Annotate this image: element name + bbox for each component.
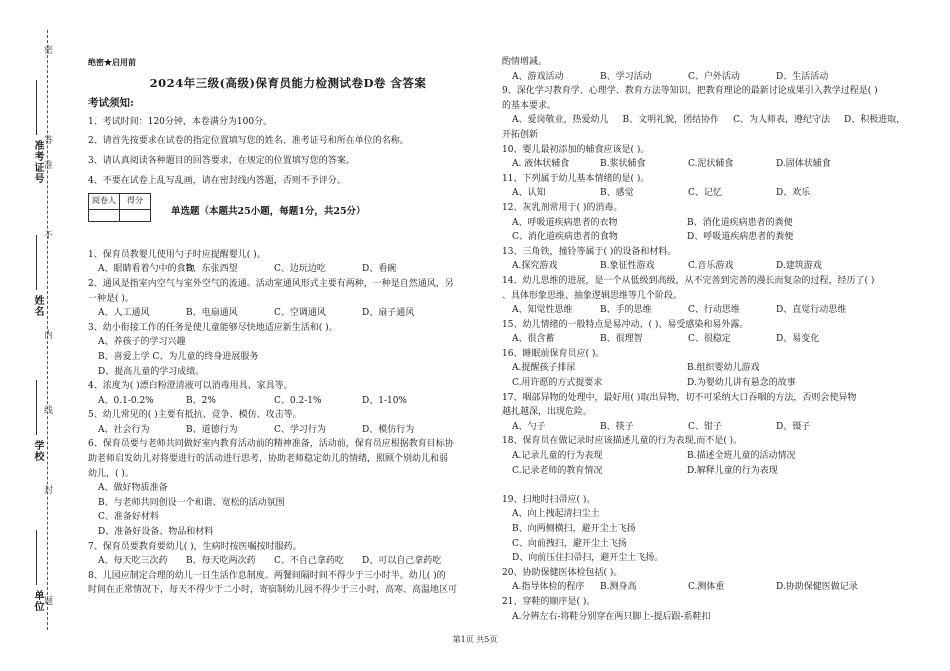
answer-option[interactable]: A、人工通风 [98,308,150,319]
question-stem: 13、三角铁，撞铃等属于( )的设备和材料。 [502,246,677,257]
answer-option[interactable]: C、钳子 [688,421,722,432]
name-label: 姓名 [32,295,43,317]
answer-option[interactable]: B、很理智 [600,334,643,345]
answer-option[interactable]: A.探究游戏 [512,261,558,272]
question-stem: 17、咽部异物的处理中，最好用( )取出异物，切不可采纳大口吞咽的方法，否则会使异物 [502,392,857,403]
answer-option[interactable]: C、户外活动 [688,71,740,82]
notice-title: 考试须知: [88,97,134,110]
score-table [88,193,151,222]
question-stem: 14、幼儿思维的进展，是一个从低级到高级，从不完善到完善的漫长而复杂的过程，经历了( ) [502,275,875,286]
notice-rule: 1、考试时间：120分钟，本卷满分为100分。 [88,116,273,127]
question-stem: 21、穿鞋的顺序是( )。 [502,596,596,607]
question [502,55,902,84]
answer-option[interactable]: A、社会行为 [98,424,150,435]
answer-option[interactable]: D、可以自己拿药吃 [362,556,442,567]
answer-option[interactable]: B、喜爱上学 C、为儿童的终身进展服务 [98,351,259,362]
answer-option[interactable]: C、0.2-1% [274,395,322,406]
answer-option[interactable]: B、学习活动 [600,71,652,82]
question [502,478,902,566]
question-stem: 4、浓度为( )漂白粉澄清液可以消毒用具、家具等。 [88,381,293,392]
answer-option[interactable]: A.分辨左右-将鞋分别穿在两只脚上-提后跟-系鞋扣 [512,611,711,622]
score-header: 得分 [120,194,151,210]
question-stem: 9、深化学习教育学、心理学、教育方法等知识，把教育理论的最新讨论成果引入教学过程是( ) [502,86,878,97]
answer-option[interactable]: D.建筑游戏 [776,261,822,272]
question [502,172,902,201]
question-stem: 的基本要求。 [502,100,557,111]
question [502,201,902,245]
left-question-list [88,248,488,598]
page-footer: 第1页 共5页 [452,635,498,644]
answer-option[interactable]: D、呼吸道疾病患者的粪便 [687,232,794,243]
question [88,408,488,437]
answer-option[interactable]: B、筷子 [600,421,634,432]
answer-option[interactable]: C、空调通风 [274,308,326,319]
seal-mark: 不 [42,230,52,239]
question-stem: 20、协助保健医体检包括( )。 [502,567,623,578]
question-stem: 15、幼儿情绪的一般特点是易冲动、( )、易受感染和易外露。 [502,319,749,330]
answer-option[interactable]: A、0.1-0.2% [98,395,154,406]
answer-option[interactable]: C、不自己拿药吃 [274,556,344,567]
answer-option[interactable]: C.测体重 [688,582,725,593]
answer-option[interactable]: D、积极进取， [844,115,906,126]
answer-option[interactable]: A、做好物质准备 [98,483,168,494]
question [502,434,902,478]
answer-option[interactable]: C.记录老师的教育情况 [512,465,603,476]
question-stem: 6、保育员要与老师共同做好室内教育活动前的精神准备，活动前，保育员应根据教育目标协 [88,439,454,450]
answer-option[interactable]: C、消化道疾病患者的食物 [512,232,618,243]
answer-option[interactable]: C、行动思维 [688,305,740,316]
answer-option[interactable]: A.提醒孩子排尿 [512,363,576,374]
answer-option[interactable]: B.组织婴幼儿游戏 [687,363,760,374]
left-column [88,55,488,598]
answer-option[interactable]: C、学习行为 [274,424,326,435]
question [88,540,488,569]
question [502,245,902,274]
answer-option[interactable]: B、电扇通风 [186,308,238,319]
question [502,143,902,172]
question [502,347,902,391]
exam-number-label: 准考证号 [32,140,43,184]
question-stem [502,478,902,493]
answer-option[interactable]: D.解释儿童的行为表现 [687,465,778,476]
seal-mark: 答 [42,135,52,144]
answer-option[interactable]: B.描述全班儿童的活动情况 [687,451,796,462]
question [88,379,488,408]
answer-option[interactable]: C、准备好材料 [98,512,159,523]
answer-option[interactable]: D、准备好设备、物品和材料 [98,527,214,538]
question [502,318,902,347]
answer-option[interactable]: B、消化道疾病患者的粪便 [687,217,793,228]
answer-option[interactable]: A、眼睛看着勺中的食物 [98,264,195,275]
answer-option[interactable]: A、很含蓄 [512,334,555,345]
seal-mark: 封 [42,485,52,494]
answer-option[interactable]: A.记录儿童的行为表现 [512,451,603,462]
answer-option[interactable]: B、东张西望 [186,264,238,275]
answer-option[interactable]: A、养孩子的学习兴趣 [98,337,186,348]
seal-mark: 线 [42,405,52,414]
answer-option[interactable]: B、2% [186,395,216,406]
answer-option[interactable]: D、欢乐 [776,188,811,199]
answer-option[interactable]: C.泥状辅食 [688,159,734,170]
answer-option[interactable]: A.指导体检的程序 [512,582,585,593]
question-stem: 19、扫地时扫帚应( )。 [502,494,596,505]
unit-field[interactable] [36,530,37,585]
section-title: 单选题（本题共25小题，每题1分，共25分） [171,206,366,218]
secret-mark: 绝密★启用前 [88,57,136,67]
answer-option[interactable]: B.象征性游戏 [600,261,655,272]
question [502,274,902,318]
question-stem: 8、儿园应制定合理的幼儿一日生活作息制度。两餐间隔时间不得少于三小时半。幼儿( )的 [88,570,446,581]
answer-option[interactable]: B、与老师共同创设一个和谐、宽松的活动氛围 [98,497,285,508]
seal-mark: 题 [42,596,52,605]
question-stem: 16、睡眠前保育员应( )。 [502,348,605,359]
question-stem: 10、婴儿最初添加的辅食应该是( )。 [502,144,650,155]
question-stem: 18、保育员在做记录时应该描述儿童的行为表现,而不是( )。 [502,436,743,447]
answer-option[interactable]: A、知觉性思维 [512,305,573,316]
question-stem: 时间在正常情况下，每天不得少于二小时，寄宿制幼儿园不得少于三小时，高寒、高温地区可 [88,585,458,596]
question [88,248,488,277]
answer-option[interactable]: D.为婴幼儿讲有悬念的故事 [687,378,796,389]
right-column [502,55,906,624]
seal-mark: 内 [42,330,52,339]
answer-option[interactable]: D.协助保健医做记录 [776,582,858,593]
answer-option[interactable]: D、提高儿童的学习成绩。 [98,366,205,377]
unit-label: 单位 [32,590,43,612]
notice-rule: 4、不要在试卷上乱写乱画，请在密封线内答题，否则不予评分。 [88,175,346,186]
seal-mark: 密 [42,45,52,54]
answer-option[interactable]: C、很稳定 [688,334,731,345]
school-field[interactable] [36,380,37,435]
right-question-list [502,55,906,624]
name-field[interactable] [36,235,37,290]
question-stem: 2、通风是指室内空气与室外空气的流通。活动室通风形式主要有两种，一种是自然通风，另 [88,278,454,289]
answer-option[interactable]: B、文明礼貌，团结协作 [622,115,720,126]
answer-option[interactable]: B.浆状辅食 [600,159,646,170]
question-stem: 11、下列属于幼儿基本情绪的是( )。 [502,173,650,184]
question-stem: 助老师启发幼儿对将要进行的活动进行思考，协助老师稳定幼儿的情绪，照顾个别幼儿和弱 [88,454,449,465]
answer-option[interactable]: D、生活活动 [776,71,829,82]
answer-option[interactable]: A、爱岗敬业，热爱幼儿 [512,115,609,126]
question-stem: 12、灰乳剂常用于( )的消毒。 [502,202,623,213]
seal-mark: 准 [42,160,52,169]
answer-option[interactable]: B、每天吃两次药 [186,556,256,567]
grader-cell[interactable] [89,209,120,221]
question [88,569,488,598]
answer-option[interactable]: C.用许愿的方式提要求 [512,378,603,389]
answer-option[interactable]: D、易变化 [776,334,820,345]
notice-rule: 3、请认真阅读各种题目的回答要求，在规定的位置填写您的答案。 [88,155,355,166]
answer-option[interactable]: C、为人师表，遵纪守法 [733,115,831,126]
question-stem: 、具体形象思维、抽象逻辑思维等几个阶段。 [502,290,683,301]
answer-option[interactable]: D、直觉行动思维 [776,305,847,316]
question-stem: 7、保育员要教育要幼儿( )，生病时按医嘱按时服药。 [88,541,302,552]
question [502,595,902,624]
binding-margin [0,0,70,671]
school-label: 学校 [32,440,43,462]
answer-option[interactable]: B、感觉 [600,188,634,199]
answer-option[interactable]: C、边玩边吃 [274,264,326,275]
answer-option[interactable]: B、向两侧横扫，避开尘土飞扬 [512,524,636,534]
answer-option[interactable]: D、1-10% [362,395,407,406]
question-stem: 酌情增减。 [502,57,548,67]
answer-option[interactable]: A、勺子 [512,421,546,432]
exam-title: 2024年三级(高级)保育员能力检测试卷D卷 含答案 [149,75,427,90]
question-stem: 5、幼儿常见的( )主要有抵抗、竞争、模仿、攻击等。 [88,410,302,421]
answer-option[interactable]: D、镊子 [776,421,811,432]
question [88,321,488,379]
answer-option[interactable]: D、看碗 [362,264,397,275]
answer-option[interactable]: A、每天吃三次药 [98,556,168,567]
question-stem: 幼儿，( )。 [88,468,134,479]
answer-option[interactable]: C、向前拽扫，避开尘土飞扬 [512,538,627,549]
answer-option[interactable]: D.固体状辅食 [776,159,831,170]
answer-option[interactable]: A、向上拽起清扫尘土 [512,509,600,520]
question [502,84,906,142]
answer-option[interactable]: D、扇子通风 [362,308,415,319]
question-stem: 1、保育员教婴儿使用勺子时应提醒婴儿( )。 [88,249,266,260]
answer-option[interactable]: A、认知 [512,188,546,199]
answer-option[interactable]: D、模仿行为 [362,424,415,435]
question-stem: 一种是( )。 [88,293,134,304]
answer-option[interactable]: A、呼吸道疾病患者的衣物 [512,217,618,228]
answer-option[interactable]: C.音乐游戏 [688,261,734,272]
answer-option[interactable]: C、记忆 [688,188,722,199]
question-stem: 越扎越深，出现危险。 [502,407,593,418]
answer-option[interactable]: A. 液体状辅食 [512,159,570,170]
question [88,437,488,539]
answer-option[interactable]: B、手的思维 [600,305,652,316]
question [88,277,488,321]
answer-option[interactable]: A、游戏活动 [512,71,564,82]
question [502,391,902,435]
answer-option[interactable]: D、向前压住扫帚扫，避开尘土飞扬。 [512,553,664,564]
question [502,566,902,595]
notice-rule: 2、请首先按要求在试卷的指定位置填写您的姓名、准考证号和所在单位的名称。 [88,136,409,147]
answer-option[interactable]: B、道德行为 [186,424,238,435]
exam-number-field[interactable] [36,80,37,135]
question-stem: 3、幼小衔接工作的任务是使儿童能够尽快地适应新生活和( )。 [88,322,338,333]
answer-option[interactable]: B.测身高 [600,582,637,593]
answer-option-continued: 开拓创新 [502,129,539,140]
grader-header: 阅卷人 [89,194,120,210]
score-cell[interactable] [120,209,151,221]
